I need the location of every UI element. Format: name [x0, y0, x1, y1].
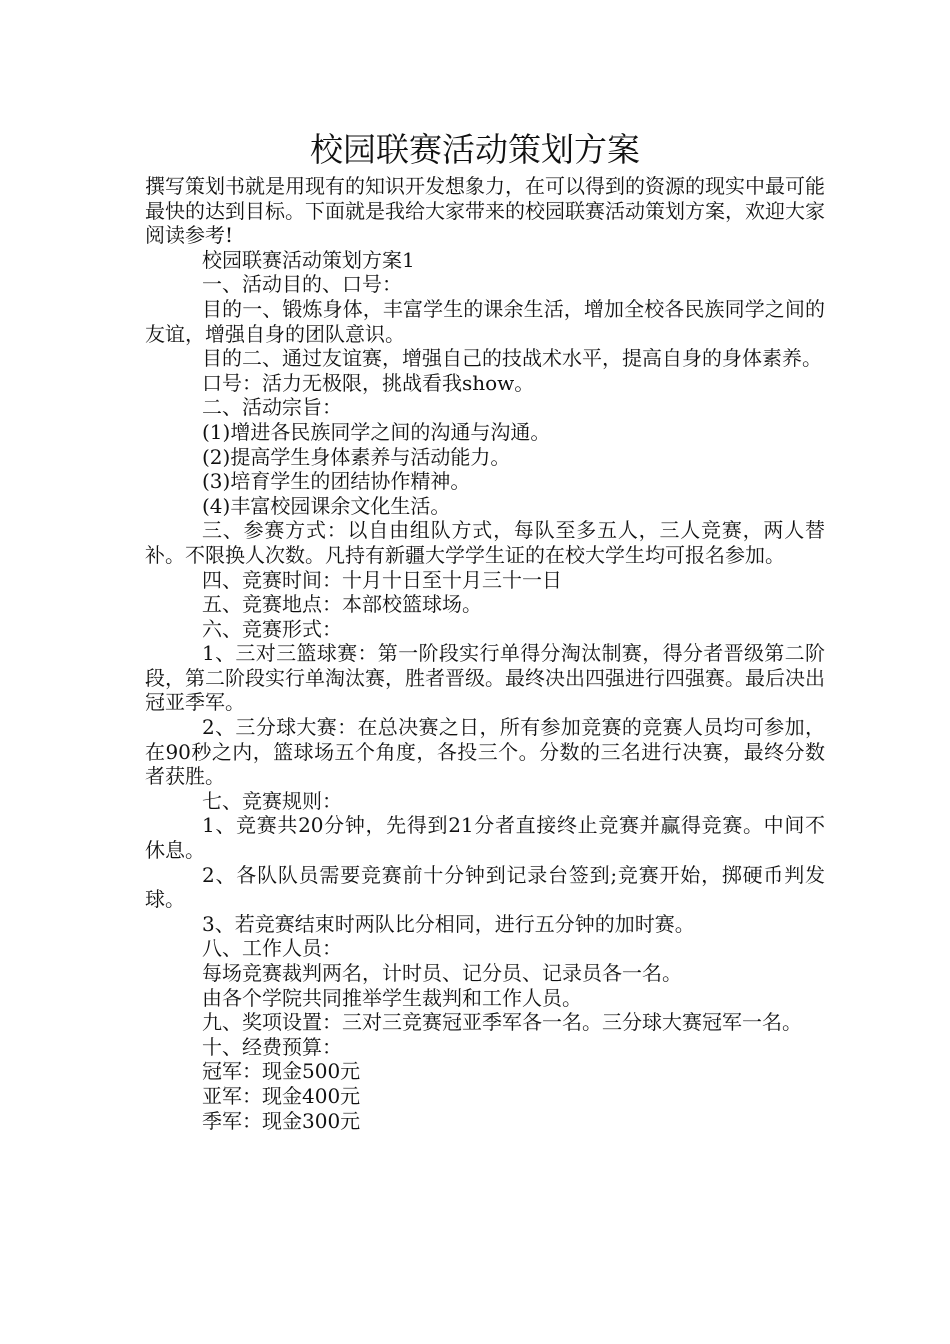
- paragraph: 八、工作人员：: [202, 936, 342, 961]
- paragraph: 亚军：现金400元: [202, 1083, 361, 1108]
- paragraph: 目的一、锻炼身体，丰富学生的课余生活，增加全校各民族同学之间的友谊，增强自身的团队意识。: [145, 296, 825, 346]
- document-body: [145, 174, 825, 1133]
- paragraph: (4)丰富校园课余文化生活。: [202, 493, 451, 518]
- paragraph: 五、竞赛地点：本部校篮球场。: [202, 592, 482, 617]
- paragraph: 冠军：现金500元: [202, 1059, 361, 1084]
- paragraph: 撰写策划书就是用现有的知识开发想象力，在可以得到的资源的现实中最可能最快的达到目标。下面就是我给大家带来的校园联赛活动策划方案，欢迎大家阅读参考!: [145, 174, 825, 248]
- paragraph: (2)提高学生身体素养与活动能力。: [202, 444, 511, 469]
- paragraph: 二、活动宗旨：: [202, 395, 342, 420]
- document-title: 校园联赛活动策划方案: [310, 130, 640, 169]
- paragraph: 3、若竞赛结束时两队比分相同，进行五分钟的加时赛。: [202, 911, 695, 936]
- paragraph: 四、竞赛时间：十月十日至十月三十一日: [202, 567, 562, 592]
- paragraph: 七、竞赛规则：: [202, 788, 342, 813]
- paragraph: (3)培育学生的团结协作精神。: [202, 469, 471, 494]
- paragraph: 1、竞赛共20分钟，先得到21分者直接终止竞赛并赢得竞赛。中间不休息。: [145, 813, 825, 863]
- paragraph: 三、参赛方式：以自由组队方式，每队至多五人，三人竞赛，两人替补。不限换人次数。凡持有新疆大学学生证的在校大学生均可报名参加。: [145, 518, 825, 567]
- paragraph: 校园联赛活动策划方案1: [202, 247, 415, 272]
- paragraph: 季军：现金300元: [202, 1108, 361, 1133]
- paragraph: 每场竞赛裁判两名，计时员、记分员、记录员各一名。: [202, 961, 682, 985]
- paragraph: (1)增进各民族同学之间的沟通与沟通。: [202, 419, 551, 444]
- paragraph: 2、三分球大赛：在总决赛之日，所有参加竞赛的竞赛人员均可参加，在90秒之内，篮球场五个角度，各投三个。分数的三名进行决赛，最终分数者获胜。: [145, 715, 825, 789]
- paragraph: 1、三对三篮球赛：第一阶段实行单得分淘汰制赛，得分者晋级第二阶段，第二阶段实行单淘汰赛，胜者晋级。最终决出四强进行四强赛。最后决出冠亚季军。: [145, 641, 825, 715]
- paragraph: 九、奖项设置：三对三竞赛冠亚季军各一名。三分球大赛冠军一名。: [202, 1010, 802, 1035]
- paragraph: 十、经费预算：: [202, 1034, 342, 1059]
- paragraph: 由各个学院共同推举学生裁判和工作人员。: [202, 985, 582, 1010]
- paragraph: 一、活动目的、口号：: [202, 272, 402, 297]
- paragraph: 口号：活力无极限，挑战看我show。: [202, 370, 535, 395]
- paragraph: 六、竞赛形式：: [202, 616, 342, 641]
- paragraph: 2、各队队员需要竞赛前十分钟到记录台签到;竞赛开始，掷硬币判发球。: [145, 862, 825, 912]
- paragraph: 目的二、通过友谊赛，增强自己的技战术水平，提高自身的身体素养。: [202, 346, 822, 371]
